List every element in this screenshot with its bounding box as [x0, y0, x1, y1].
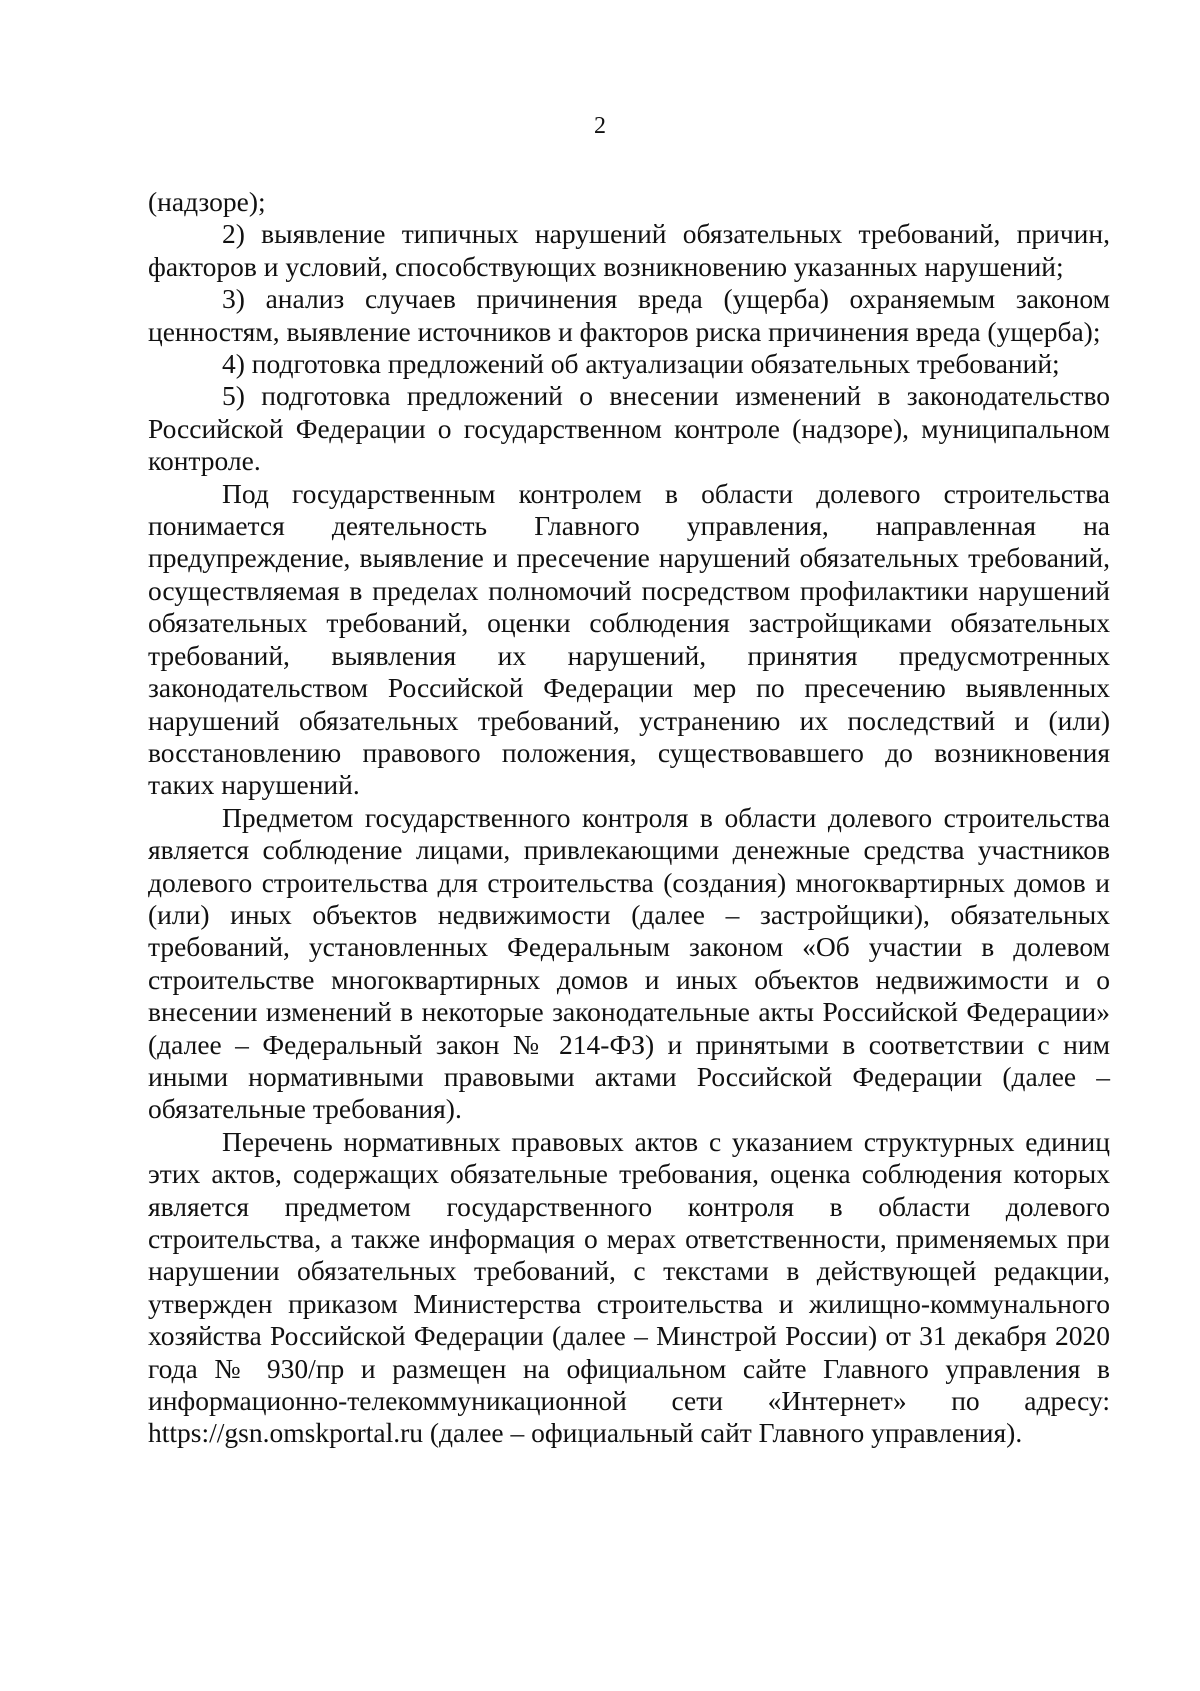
- paragraph-item-2: 2) выявление типичных нарушений обязательных требований, причин, факторов и условий, способствующих возникновению указанных нарушений;: [148, 218, 1110, 282]
- page-number: 2: [594, 113, 606, 139]
- document-body: [148, 186, 1110, 1450]
- paragraph-continuation: (надзоре);: [148, 186, 266, 217]
- paragraph-control-subject: Предметом государственного контроля в области долевого строительства является соблюдение лицами, привлекающими денежные средства участников долевого строительства для строительства (создания) многоквартирных домов и (или) иных объектов недвижимости (далее – застройщики), обязательных требований, установленных Федеральным законом «Об участии в долевом строительстве многоквартирных домов и иных объектов недвижимости и о внесении изменений в некоторые законодательные акты Российской Федерации» (далее – Федеральный закон № 214-ФЗ) и принятыми в соответствии с ним иными нормативными правовыми актами Российской Федерации (далее – обязательные требования).: [148, 801, 1110, 1125]
- paragraph-item-4: 4) подготовка предложений об актуализации обязательных требований;: [222, 348, 1060, 380]
- paragraph-item-3: 3) анализ случаев причинения вреда (ущерба) охраняемым законом ценностям, выявление источников и факторов риска причинения вреда (ущерба);: [148, 283, 1110, 347]
- paragraph-control-definition: Под государственным контролем в области долевого строительства понимается деятельность Главного управления, направленная на предупреждение, выявление и пресечение нарушений обязательных требований, осуществляемая в пределах полномочий посредством профилактики нарушений обязательных требований, оценки соблюдения застройщиками обязательных требований, выявления их нарушений, принятия предусмотренных законодательством Российской Федерации мер по пресечению выявленных нарушений обязательных требований, устранению их последствий и (или) восстановлению правового положения, существовавшего до возникновения таких нарушений.: [148, 477, 1110, 801]
- paragraph-legal-acts-list: Перечень нормативных правовых актов с указанием структурных единиц этих актов, содержащих обязательные требования, оценка соблюдения которых является предметом государственного контроля в области долевого строительства, а также информация о мерах ответственности, применяемых при нарушении обязательных требований, с текстами в действующей редакции, утвержден приказом Министерства строительства и жилищно-коммунального хозяйства Российской Федерации (далее – Минстрой России) от 31 декабря 2020 года № 930/пр и размещен на официальном сайте Главного управления в информационно-телекоммуникационной сети «Интернет» по адресу: https://gsn.omskportal.ru (далее – официальный сайт Главного управления).: [148, 1125, 1110, 1449]
- paragraph-item-5: 5) подготовка предложений о внесении изменений в законодательство Российской Федерации о государственном контроле (надзоре), муниципальном контроле.: [148, 380, 1110, 477]
